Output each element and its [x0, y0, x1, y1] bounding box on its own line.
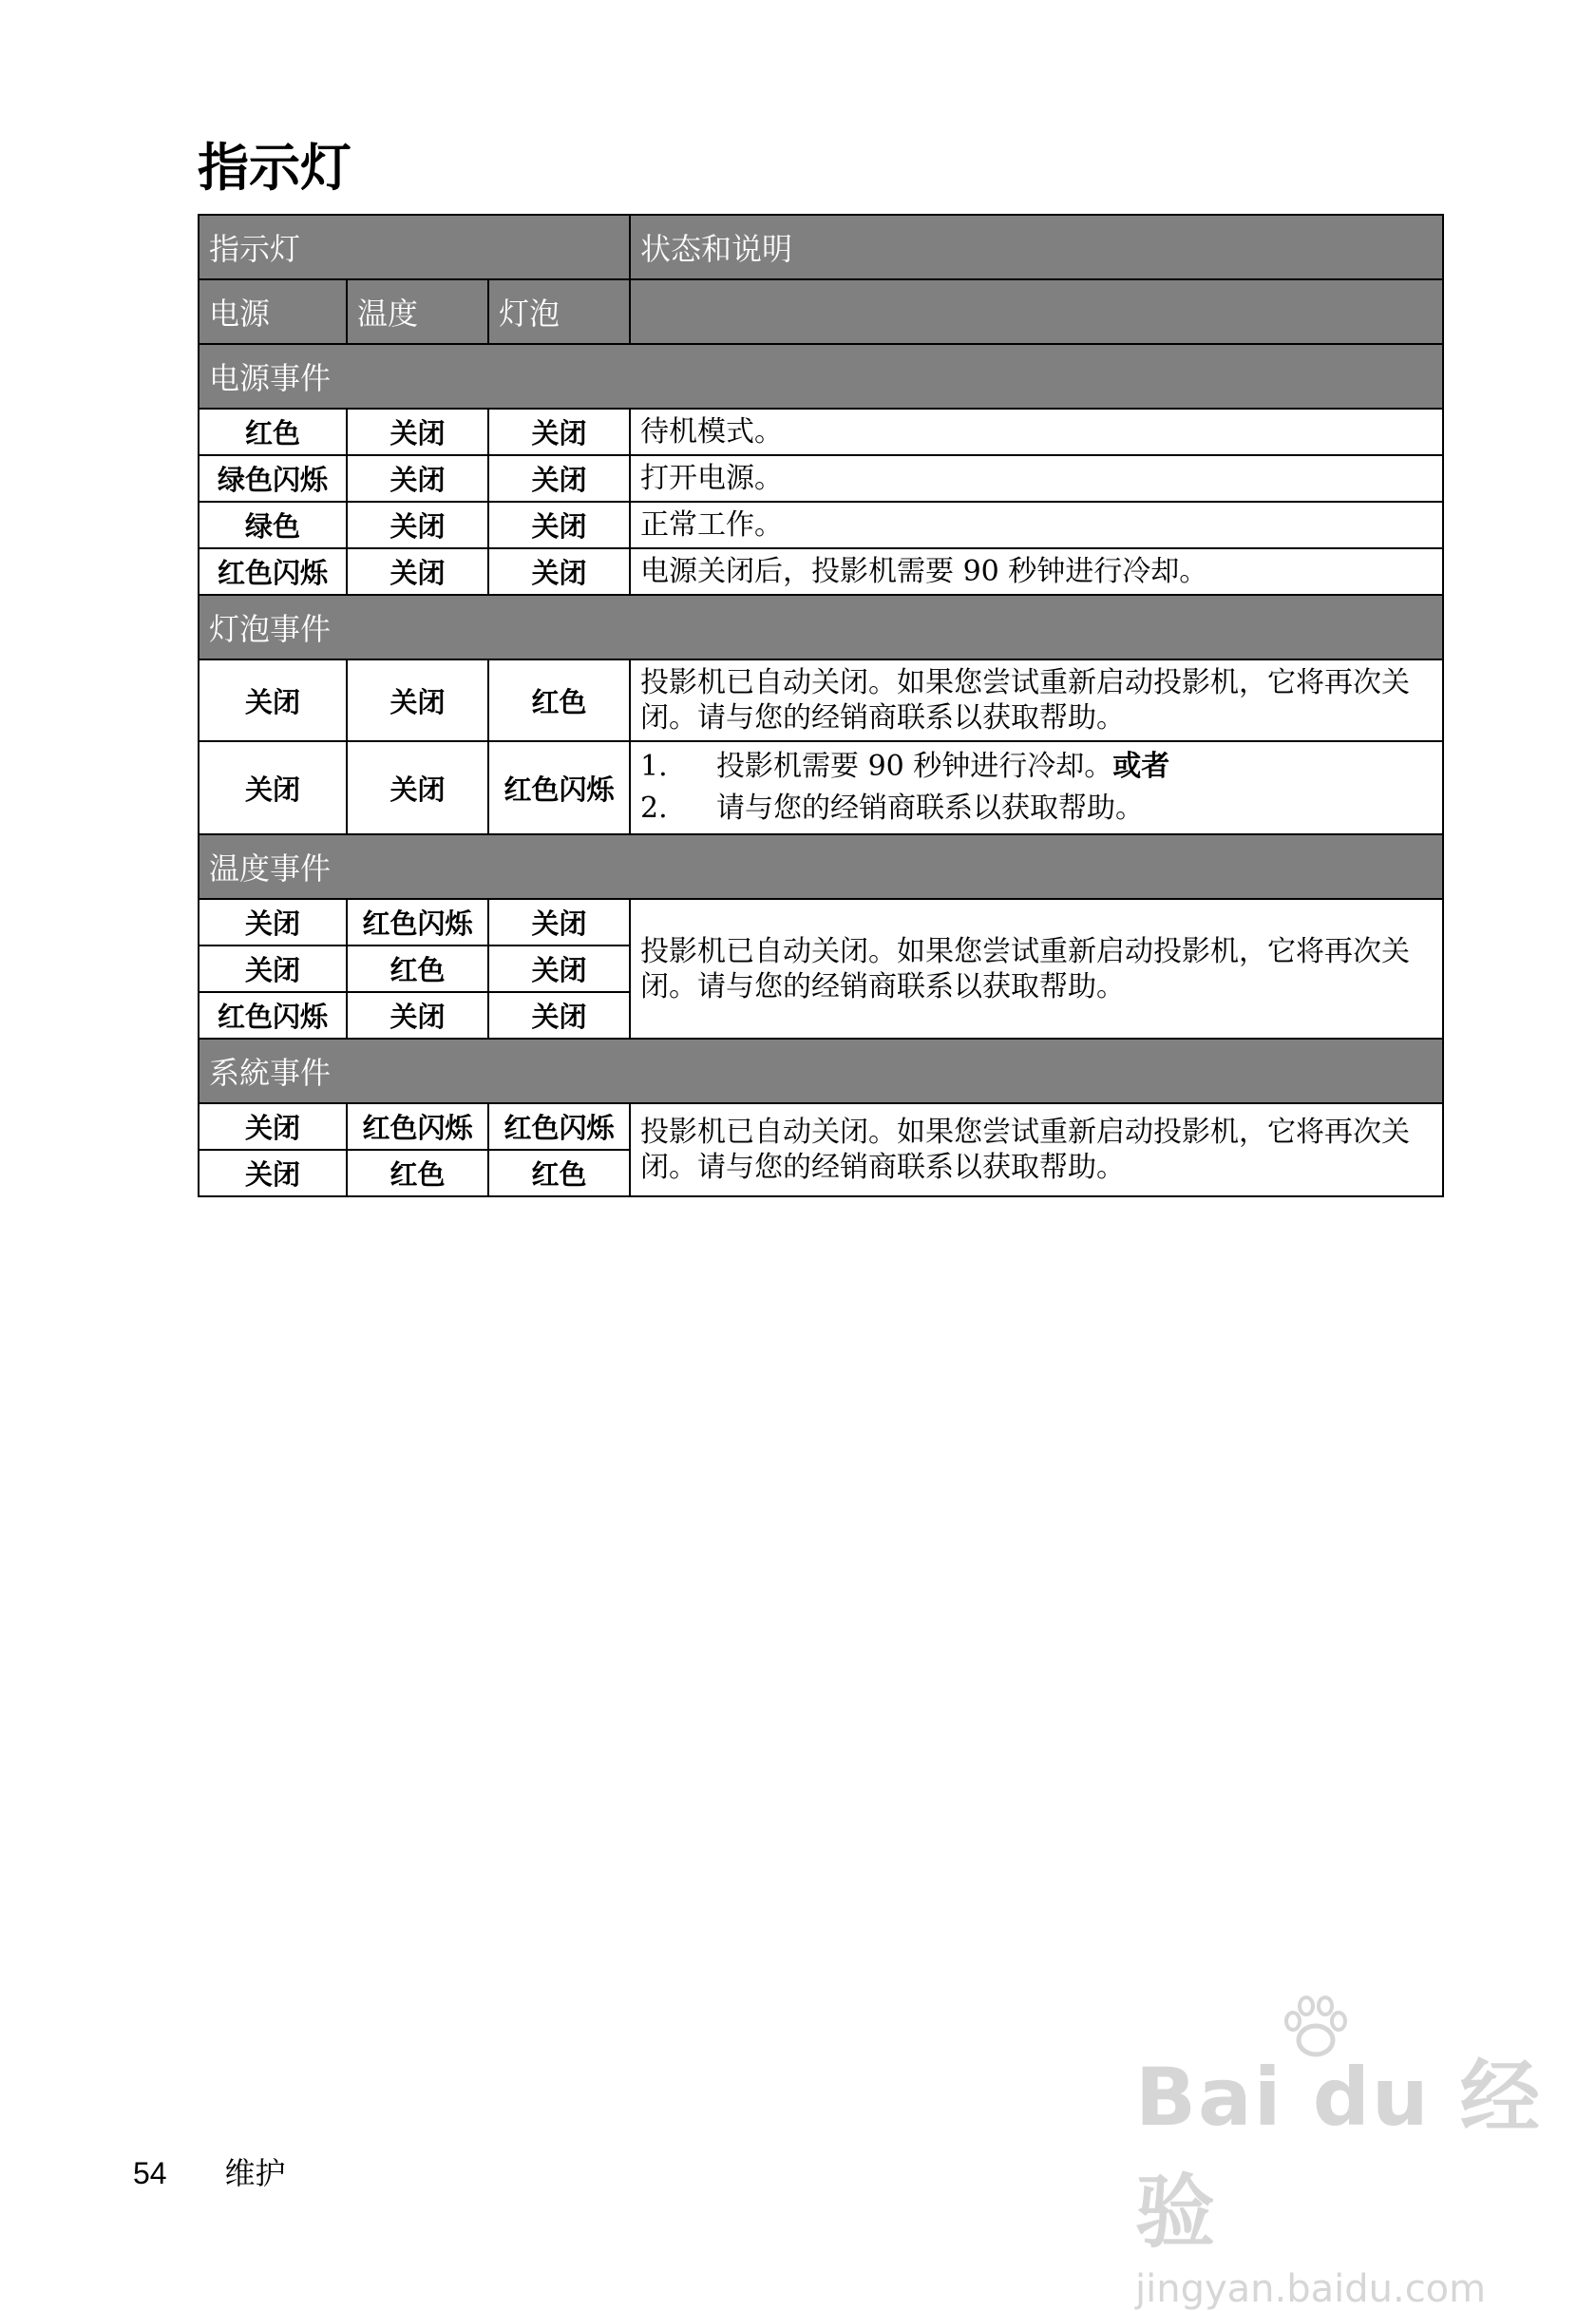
- watermark: [1135, 2034, 1596, 2311]
- lamp-led-cell: 红色闪烁: [488, 741, 630, 834]
- page-number: 54: [133, 2156, 167, 2190]
- watermark-url: jingyan.baidu.com: [1135, 2267, 1487, 2311]
- power-led-cell: 红色闪烁: [199, 548, 347, 595]
- header-empty: [630, 279, 1443, 344]
- watermark-brand: Bai du 经验: [1135, 2051, 1542, 2259]
- list-item: [640, 788, 1433, 830]
- temp-led-cell: 关闭: [347, 502, 488, 548]
- step-list: [640, 746, 1433, 830]
- temp-led-cell: 关闭: [347, 409, 488, 455]
- section-title-power: 电源事件: [199, 344, 1443, 409]
- power-led-cell: 关闭: [199, 945, 347, 992]
- temp-led-cell: 红色闪烁: [347, 899, 488, 945]
- status-description: 投影机已自动关闭。如果您尝试重新启动投影机，它将再次关闭。请与您的经销商联系以获取帮助。: [630, 1103, 1443, 1196]
- status-description: 待机模式。: [630, 409, 1443, 455]
- step-bold-suffix: 或者: [1112, 750, 1170, 783]
- step-text: 投影机需要 90 秒钟进行冷却。: [716, 750, 1113, 783]
- table-row: [199, 548, 1443, 595]
- section-name: 维护: [224, 2156, 286, 2190]
- lamp-led-cell: 关闭: [488, 455, 630, 502]
- table-row: [199, 659, 1443, 741]
- header-status: 状态和说明: [630, 215, 1443, 279]
- temp-led-cell: 红色: [347, 945, 488, 992]
- header-temp: 温度: [347, 279, 488, 344]
- power-led-cell: 绿色闪烁: [199, 455, 347, 502]
- section-row-power: [199, 344, 1443, 409]
- header-indicator: 指示灯: [199, 215, 630, 279]
- page-title: 指示灯: [198, 138, 352, 198]
- power-led-cell: 关闭: [199, 1150, 347, 1196]
- table-subheader-row: [199, 279, 1443, 344]
- lamp-led-cell: 红色: [488, 1150, 630, 1196]
- status-description: 电源关闭后，投影机需要 90 秒钟进行冷却。: [630, 548, 1443, 595]
- table-row: [199, 1103, 1443, 1150]
- step-text: 请与您的经销商联系以获取帮助。: [716, 792, 1145, 825]
- power-led-cell: 红色: [199, 409, 347, 455]
- section-title-temp: 温度事件: [199, 834, 1443, 899]
- table-row: [199, 502, 1443, 548]
- lamp-led-cell: 关闭: [488, 548, 630, 595]
- lamp-led-cell: 关闭: [488, 502, 630, 548]
- indicator-table: [198, 214, 1444, 1197]
- status-description: 正常工作。: [630, 502, 1443, 548]
- power-led-cell: 绿色: [199, 502, 347, 548]
- section-row-temp: [199, 834, 1443, 899]
- table-row: [199, 409, 1443, 455]
- table-row: [199, 741, 1443, 834]
- temp-led-cell: 红色闪烁: [347, 1103, 488, 1150]
- lamp-led-cell: 关闭: [488, 899, 630, 945]
- power-led-cell: 关闭: [199, 1103, 347, 1150]
- table-row: [199, 455, 1443, 502]
- table-header-row: [199, 215, 1443, 279]
- power-led-cell: 关闭: [199, 741, 347, 834]
- status-description: 投影机已自动关闭。如果您尝试重新启动投影机，它将再次关闭。请与您的经销商联系以获取帮助。: [630, 899, 1443, 1039]
- section-title-lamp: 灯泡事件: [199, 595, 1443, 659]
- lamp-led-cell: 红色闪烁: [488, 1103, 630, 1150]
- temp-led-cell: 关闭: [347, 741, 488, 834]
- temp-led-cell: 关闭: [347, 992, 488, 1039]
- section-row-system: [199, 1039, 1443, 1103]
- status-description: [630, 741, 1443, 834]
- status-description: 打开电源。: [630, 455, 1443, 502]
- status-description: 投影机已自动关闭。如果您尝试重新启动投影机，它将再次关闭。请与您的经销商联系以获取帮助。: [630, 659, 1443, 741]
- temp-led-cell: 关闭: [347, 455, 488, 502]
- header-power: 电源: [199, 279, 347, 344]
- list-item: [640, 746, 1433, 788]
- lamp-led-cell: 关闭: [488, 945, 630, 992]
- lamp-led-cell: 红色: [488, 659, 630, 741]
- power-led-cell: 关闭: [199, 899, 347, 945]
- step-number: 1.: [640, 750, 668, 783]
- header-lamp: 灯泡: [488, 279, 630, 344]
- temp-led-cell: 关闭: [347, 548, 488, 595]
- temp-led-cell: 红色: [347, 1150, 488, 1196]
- temp-led-cell: 关闭: [347, 659, 488, 741]
- table-row: [199, 899, 1443, 945]
- section-title-system: 系統事件: [199, 1039, 1443, 1103]
- power-led-cell: 红色闪烁: [199, 992, 347, 1039]
- power-led-cell: 关闭: [199, 659, 347, 741]
- step-number: 2.: [640, 792, 668, 825]
- lamp-led-cell: 关闭: [488, 409, 630, 455]
- section-row-lamp: [199, 595, 1443, 659]
- page-footer: [133, 2149, 286, 2193]
- lamp-led-cell: 关闭: [488, 992, 630, 1039]
